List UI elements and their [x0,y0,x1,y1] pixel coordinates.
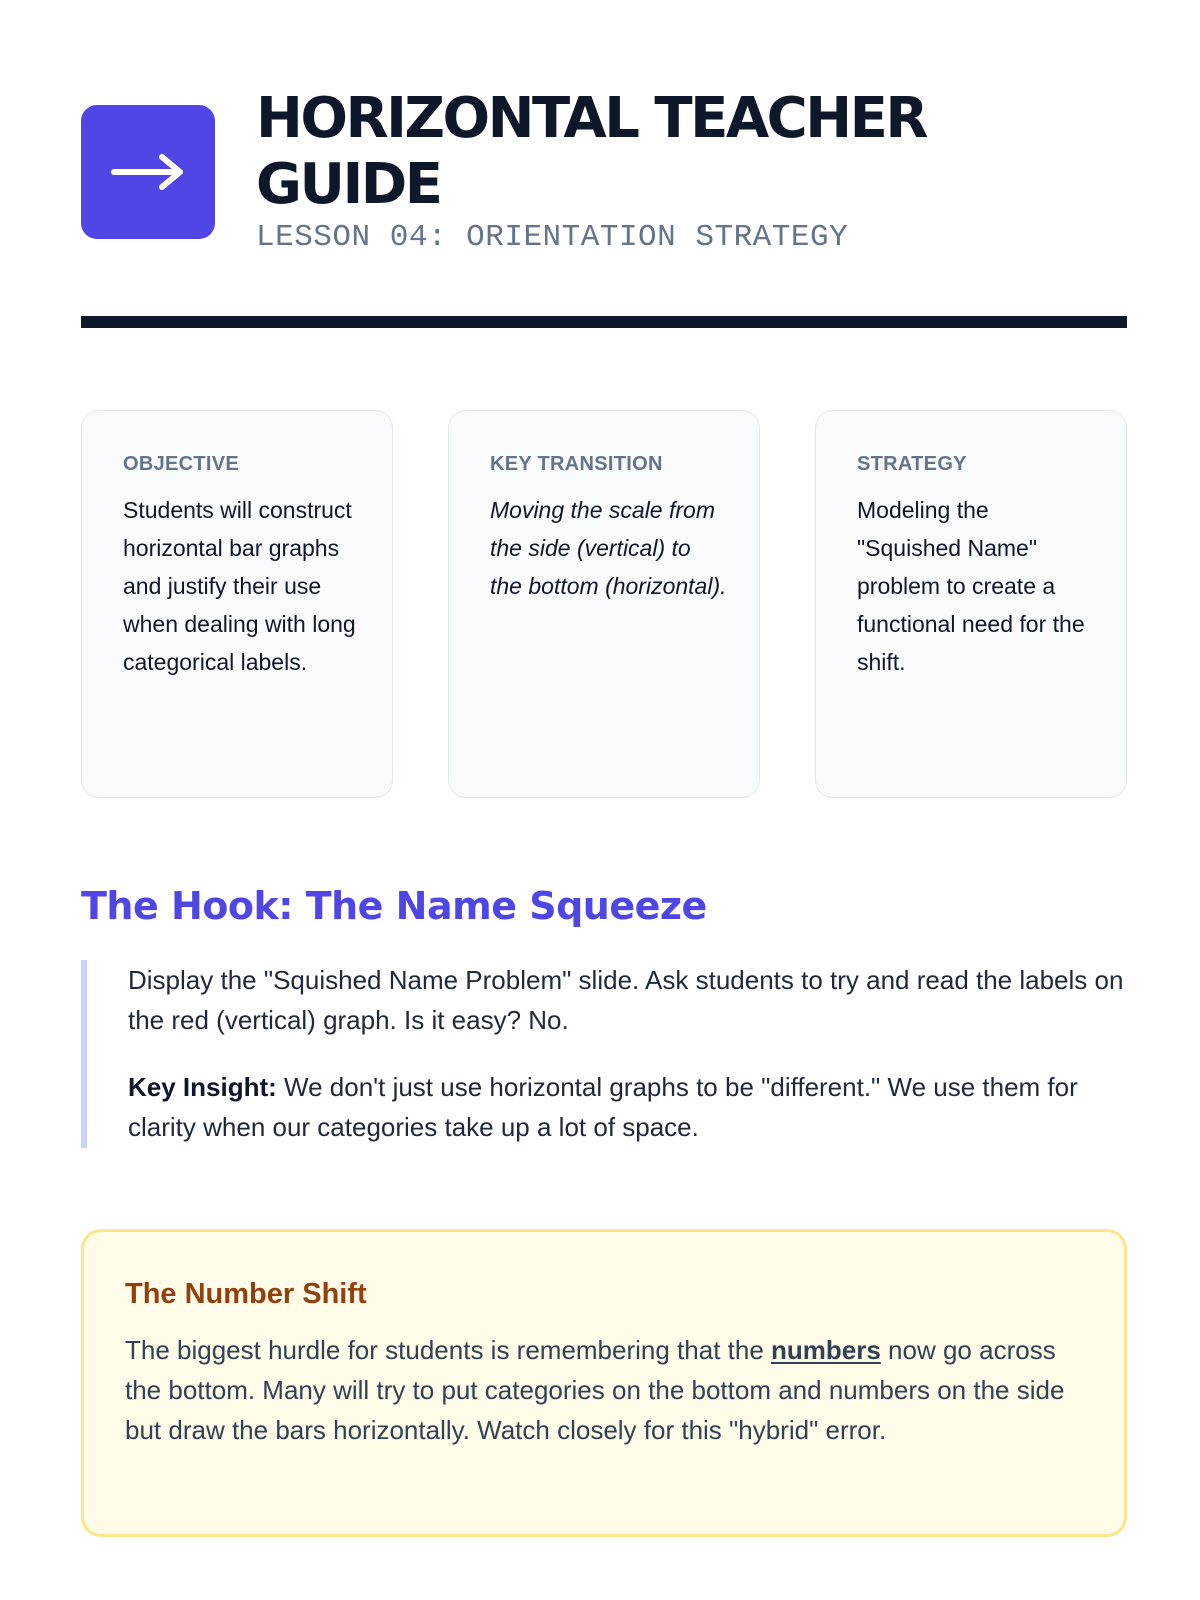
header-divider [81,316,1127,328]
summary-cards [81,410,1127,800]
key-insight-label: Key Insight: [128,1072,277,1102]
hook-blockquote [81,960,1127,1148]
card-label: STRATEGY [857,453,967,475]
guide-header [81,86,1127,266]
objective-card [81,410,393,798]
hook-paragraph: Display the "Squished Name Problem" slide. Ask students to try and read the labels on the red (vertical) graph. Is it easy? No. [128,965,1124,1035]
key-insight-text: We don't just use horizontal graphs to be "different." We use them for clarity when our categories take up a lot of space. [128,1072,1078,1142]
card-label: OBJECTIVE [123,453,240,475]
callout-body-end: now go across the bottom. Many will try to put categories on the bottom and numbers on the side but draw the bars horizontally. Watch closely for this "hybrid" error. [125,1335,1065,1445]
callout-emphasis: numbers [771,1335,881,1365]
card-label: KEY TRANSITION [490,453,663,475]
key-insight-paragraph [128,1067,1127,1147]
number-shift-callout [81,1229,1127,1537]
card-body: Modeling the "Squished Name" problem to create a functional need for the shift. [857,497,1085,675]
callout-title: The Number Shift [125,1278,367,1310]
lesson-subtitle: LESSON 04: ORIENTATION STRATEGY [256,220,849,255]
callout-body [125,1330,1084,1450]
hook-section-title: The Hook: The Name Squeeze [81,884,707,928]
page-title: HORIZONTAL TEACHER GUIDE [256,86,927,217]
callout-body-start: The biggest hurdle for students is remembering that the [125,1335,772,1365]
card-body: Students will construct horizontal bar graphs and justify their use when dealing with long categorical labels. [123,497,356,675]
strategy-card [815,410,1127,798]
logo-badge [81,105,215,239]
arrow-right-icon [110,152,186,192]
card-body: Moving the scale from the side (vertical) to the bottom (horizontal). [490,497,727,599]
key-transition-card [448,410,760,798]
